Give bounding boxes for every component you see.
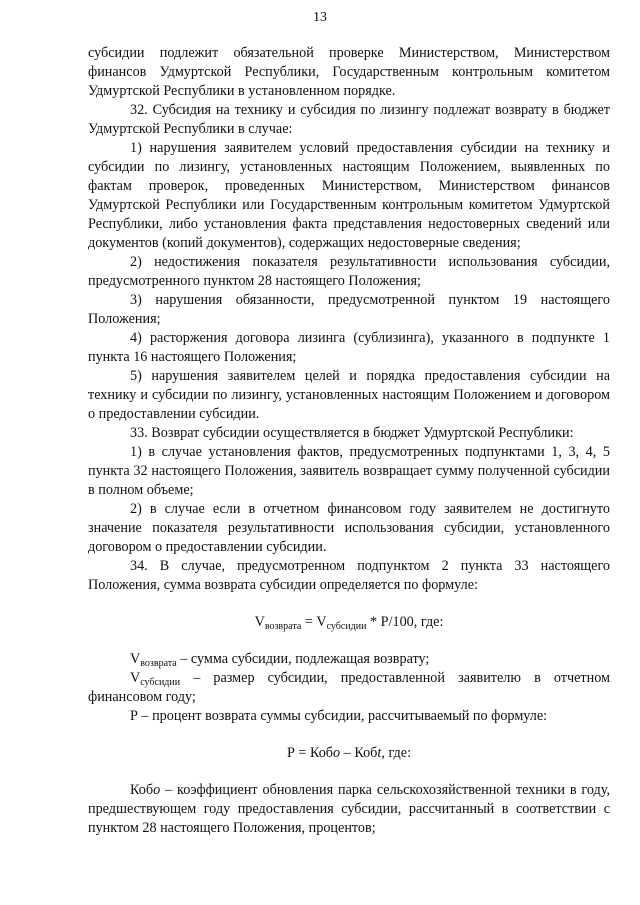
formula-return-amount (88, 613, 610, 632)
formula-eq: = V (301, 614, 327, 630)
paragraph-33: 33. Возврат субсидии осуществляется в бюджет Удмуртской Республики: (130, 425, 574, 441)
def-kobo-lead: Коб (130, 782, 154, 798)
paragraph-intro: субсидии подлежит обязательной проверке Министерством, Министерством финансов Удмуртской Республики, Государственным контрольным комитетом Удмуртской Республики в установленном порядке. (88, 45, 610, 99)
paragraph-33-item-2: 2) в случае если в отчетном финансовом году заявителем не достигнуто значение показателя результативности использования субсидии, установленного договором о предоставлении субсидии. (88, 501, 610, 555)
formula2-mid: – Коб (340, 745, 378, 761)
paragraph-34: 34. В случае, предусмотренном подпунктом 2 пункта 33 настоящего Положения, сумма возврата субсидии определяется по формуле: (88, 558, 610, 593)
definition-v-return (88, 650, 610, 669)
paragraph-33-item-1: 1) в случае установления фактов, предусмотренных подпунктами 1, 3, 4, 5 пункта 32 настоящего Положения, заявитель возвращает сумму полученной субсидии в полном объеме; (88, 444, 610, 498)
definition-p: Р – процент возврата суммы субсидии, рассчитываемый по формуле: (130, 708, 548, 724)
def-v-sub: возврата (140, 658, 177, 669)
definition-kobo (88, 781, 610, 838)
def-kobo-text: – коэффициент обновления парка сельскохозяйственной техники в году, предшествующем году предоставления субсидии, рассчитанный в соответствии с пунктом 28 настоящего Положения, процентов; (88, 782, 610, 836)
formula2-lead: Р = Коб (286, 745, 334, 761)
document-body (88, 44, 610, 838)
def-vs-sub: субсидии (140, 677, 181, 688)
definition-v-subsidy (88, 669, 610, 707)
formula2-t: t (377, 745, 382, 761)
formula-rest: * P/100, где: (366, 614, 444, 630)
paragraph-32-item-4: 4) расторжения договора лизинга (сублизинга), указанного в подпункте 1 пункта 16 настоящего Положения; (88, 330, 610, 365)
paragraph-32-item-2: 2) недостижения показателя результативности использования субсидии, предусмотренного пунктом 28 настоящего Положения; (88, 254, 610, 289)
formula2-tail: , где: (381, 745, 412, 761)
paragraph-32-item-3: 3) нарушения обязанности, предусмотренной пунктом 19 настоящего Положения; (88, 292, 610, 327)
formula-sub-return: возврата (264, 621, 302, 632)
paragraph-32: 32. Субсидия на технику и субсидия по лизингу подлежат возврату в бюджет Удмуртской Республики в случае: (88, 102, 610, 137)
formula-percent (88, 744, 610, 763)
paragraph-32-item-1: 1) нарушения заявителем условий предоставления субсидии на технику и субсидии по лизингу, установленных настоящим Положением, выявленных по фактам проверок, проведенных Министерством, Министерством финансов Удмуртской Республики или Государственным контрольным комитетом Удмуртской Республики, либо установления факта представления недостоверных сведений или документов (копий документов), содержащих недостоверные сведения; (88, 140, 610, 251)
formula2-o: о (333, 745, 341, 761)
def-kobo-o: о (153, 782, 161, 798)
def-v-text: – сумма субсидии, подлежащая возврату; (176, 651, 430, 667)
def-vs-symbol: V (130, 670, 141, 686)
page-number: 13 (313, 10, 327, 25)
def-vs-text: – размер субсидии, предоставленной заявителю в отчетном финансовом году; (88, 670, 610, 705)
formula-sub-subsidy: субсидии (326, 621, 367, 632)
paragraph-32-item-5: 5) нарушения заявителем целей и порядка предоставления субсидии на технику и субсидии по лизингу, установленных настоящим Положением и договором о предоставлении субсидии. (88, 368, 610, 422)
def-v-symbol: V (130, 651, 141, 667)
formula-v: V (254, 614, 265, 630)
